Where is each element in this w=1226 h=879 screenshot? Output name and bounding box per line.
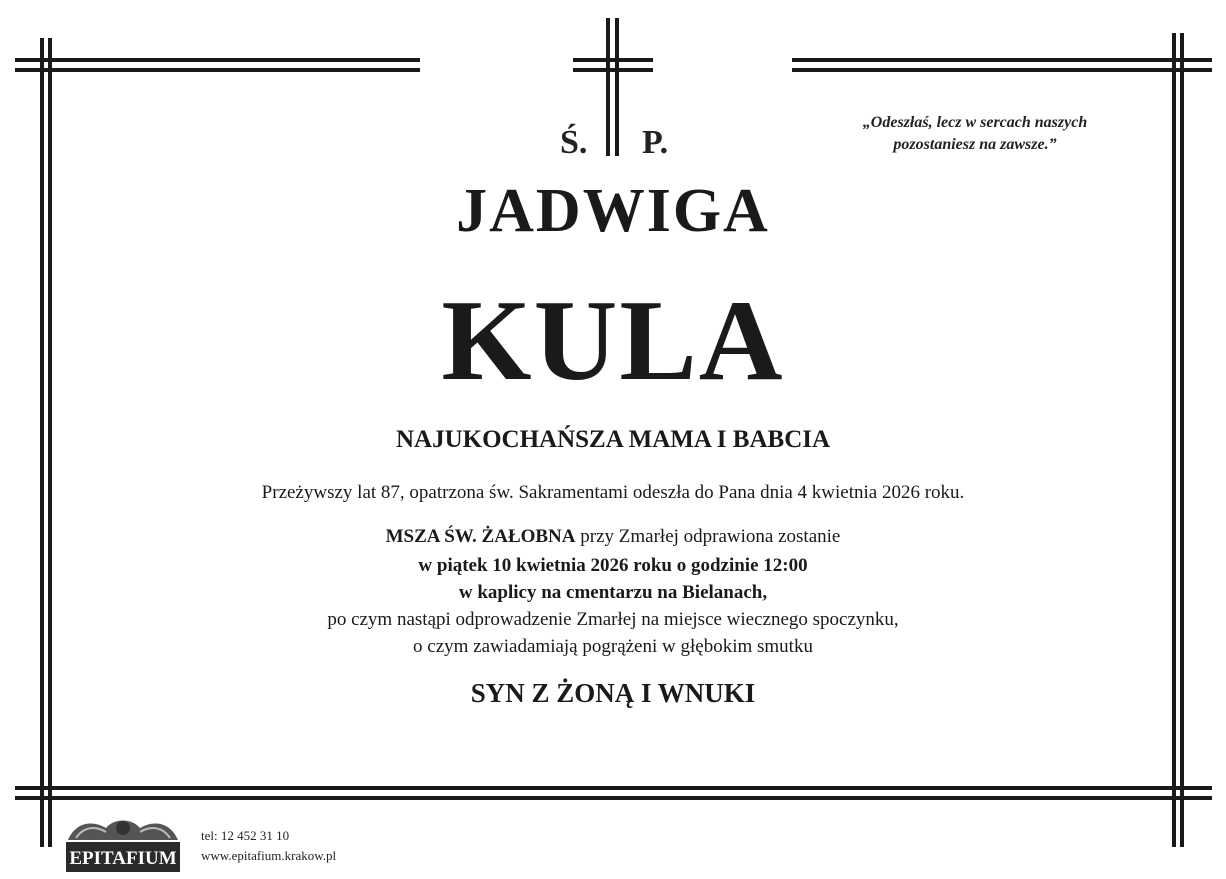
lifespan-text: Przeżywszy lat 87, opatrzona św. Sakramentami odeszła do Pana dnia 4 kwietnia 2026 roku. <box>261 482 965 503</box>
logo-text: EPITAFIUM <box>69 848 177 869</box>
cross-vertical-left <box>606 18 610 156</box>
mass-notify: o czym zawiadamiają pogrążeni w głębokim smutku <box>413 636 813 657</box>
frame-top-right-line <box>792 58 1212 62</box>
quote-line-2: pozostaniesz na zawsze.” <box>893 136 1057 153</box>
contact-info <box>201 826 336 866</box>
logo-graphic <box>62 816 184 874</box>
epitaph-quote <box>820 112 1130 156</box>
frame-top-right-line-inner <box>792 68 1212 72</box>
frame-bottom-line-inner <box>15 796 1212 800</box>
mass-after: po czym nastąpi odprowadzenie Zmarłej na miejsce wiecznego spoczynku, <box>327 609 899 630</box>
mass-heading: MSZA ŚW. ŻAŁOBNA <box>385 526 576 547</box>
sp-right-letter: P. <box>642 124 669 161</box>
frame-top-left-line <box>15 58 420 62</box>
mass-place: w kaplicy na cmentarzu na Bielanach, <box>458 582 768 603</box>
phone-number: tel: 12 452 31 10 <box>201 828 290 843</box>
mass-announcement <box>0 526 1226 548</box>
deceased-first-name: JADWIGA <box>456 177 770 245</box>
deceased-last-name: KULA <box>441 277 785 405</box>
frame-bottom-line <box>15 786 1212 790</box>
mass-date: w piątek 10 kwietnia 2026 roku o godzinie 12:00 <box>418 555 808 576</box>
website-url: www.epitafium.krakow.pl <box>201 848 337 863</box>
sp-left-letter: Ś. <box>560 124 588 161</box>
cross-horizontal-bottom <box>573 68 653 72</box>
deceased-title: NAJUKOCHAŃSZA MAMA I BABCIA <box>395 426 831 453</box>
cross-vertical-right <box>615 18 619 156</box>
mass-text: przy Zmarłej odprawiona zostanie <box>575 526 841 547</box>
quote-line-1: „Odeszłaś, lecz w sercach naszych <box>862 114 1088 131</box>
cross-horizontal-top <box>573 58 653 62</box>
frame-top-left-line-inner <box>15 68 420 72</box>
epitafium-logo <box>62 816 184 874</box>
mourners-signature: SYN Z ŻONĄ I WNUKI <box>470 678 756 708</box>
